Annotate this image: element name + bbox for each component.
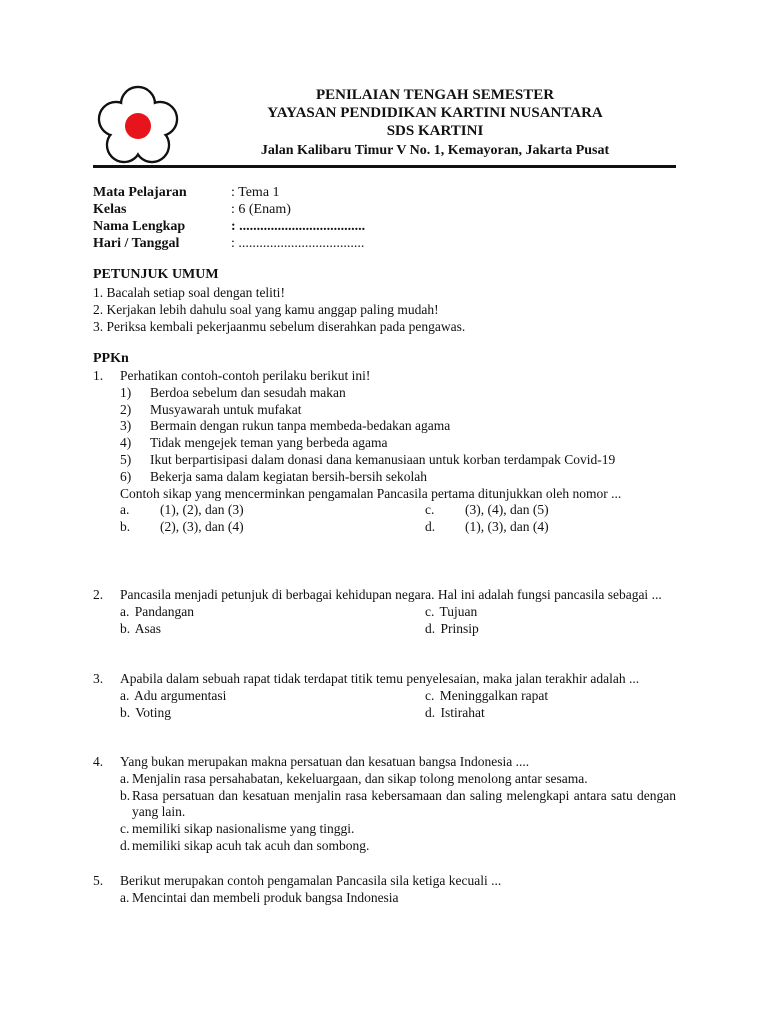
option-c[interactable]: c. Tujuan	[425, 603, 478, 619]
section-title: PPKn	[93, 351, 129, 366]
student-info	[93, 184, 365, 252]
question-text: Apabila dalam sebuah rapat tidak terdapat titik temu penyelesaian, maka jalan terakhir adalah ...	[120, 671, 640, 686]
question-1	[93, 368, 676, 536]
option-d[interactable]: d. memiliki sikap acuh tak acuh dan sombong.	[120, 837, 370, 853]
question-3	[93, 671, 676, 721]
instruction-item: 3. Periksa kembali pekerjaanmu sebelum diserahkan pada pengawas.	[93, 318, 466, 334]
info-value: : Tema 1	[231, 185, 280, 200]
option-c[interactable]: c. memiliki sikap nasionalisme yang tinggi.	[120, 821, 355, 837]
instructions-title: PETUNJUK UMUM	[93, 267, 219, 282]
question-number: 5.	[93, 873, 104, 888]
question-text: Yang bukan merupakan makna persatuan dan kesatuan bangsa Indonesia ....	[120, 754, 530, 769]
option-d[interactable]: d. Istirahat	[425, 704, 485, 720]
list-item: 2) Musyawarah untuk mufakat	[120, 401, 302, 417]
list-item: 6) Bekerja sama dalam kegiatan bersih-bersih sekolah	[120, 468, 428, 484]
question-number: 3.	[93, 671, 104, 686]
info-value: : 6 (Enam)	[231, 202, 291, 217]
answer-options	[120, 688, 676, 722]
option-a[interactable]: a. Adu argumentasi	[120, 687, 227, 703]
question-text: Berikut merupakan contoh pengamalan Pancasila sila ketiga kecuali ...	[120, 873, 502, 888]
question-number: 2.	[93, 587, 104, 602]
option-b[interactable]: b. Rasa persatuan dan kesatuan menjalin rasa kebersamaan dan saling melengkapi antara satu dengan yang lain.	[120, 787, 676, 820]
school-logo-icon	[92, 82, 184, 170]
date-field[interactable]: : ....................................	[231, 236, 365, 251]
question-number: 4.	[93, 754, 104, 769]
header-title: PENILAIAN TENGAH SEMESTER	[315, 87, 555, 103]
header-school: SDS KARTINI	[386, 123, 484, 139]
info-row-name[interactable]	[93, 218, 365, 235]
question-text: Perhatikan contoh-contoh perilaku berikut ini!	[120, 368, 371, 383]
option-a[interactable]: a. Menjalin rasa persahabatan, kekeluargaan, dan sikap tolong menolong antar sesama.	[120, 770, 588, 786]
answer-options	[120, 502, 676, 536]
header-foundation: YAYASAN PENDIDIKAN KARTINI NUSANTARA	[267, 105, 603, 121]
option-a[interactable]: a. (1), (2), dan (3)	[120, 502, 244, 518]
question-4	[93, 754, 676, 855]
option-c[interactable]: c. Meninggalkan rapat	[425, 687, 549, 703]
answer-options	[120, 890, 676, 907]
question-prompt: Contoh sikap yang mencerminkan pengamalan Pancasila pertama ditunjukkan oleh nomor ...	[120, 485, 622, 501]
info-label: Mata Pelajaran	[93, 185, 187, 200]
answer-options	[120, 604, 676, 638]
option-a[interactable]: a. Mencintai dan membeli produk bangsa Indonesia	[120, 889, 399, 905]
name-field[interactable]: : ....................................	[231, 219, 366, 234]
question-5	[93, 873, 676, 907]
list-item: 1) Berdoa sebelum dan sesudah makan	[120, 384, 346, 400]
exam-header	[200, 86, 670, 160]
info-label: Kelas	[93, 202, 127, 217]
option-d[interactable]: d. (1), (3), dan (4)	[425, 519, 549, 535]
instruction-item: 1. Bacalah setiap soal dengan teliti!	[93, 285, 285, 300]
info-row-subject	[93, 184, 365, 201]
question-number: 1.	[93, 368, 104, 383]
option-c[interactable]: c. (3), (4), dan (5)	[425, 502, 549, 518]
header-address: Jalan Kalibaru Timur V No. 1, Kemayoran, Jakarta Pusat	[260, 143, 610, 158]
question-text: Pancasila menjadi petunjuk di berbagai kehidupan negara. Hal ini adalah fungsi pancasila sebagai ...	[120, 587, 662, 602]
info-row-date[interactable]	[93, 235, 365, 252]
option-b[interactable]: b. (2), (3), dan (4)	[120, 519, 244, 535]
option-a[interactable]: a. Pandangan	[120, 603, 194, 619]
option-b[interactable]: b. Asas	[120, 620, 162, 636]
info-row-class	[93, 201, 365, 218]
instruction-item: 2. Kerjakan lebih dahulu soal yang kamu anggap paling mudah!	[93, 301, 439, 317]
info-label: Hari / Tanggal	[93, 236, 180, 251]
option-d[interactable]: d. Prinsip	[425, 620, 479, 636]
info-label: Nama Lengkap	[93, 219, 186, 234]
list-item: 4) Tidak mengejek teman yang berbeda agama	[120, 435, 388, 451]
instructions-list	[93, 285, 465, 335]
list-item: 5) Ikut berpartisipasi dalam donasi dana kemanusiaan untuk korban terdampak Covid-19	[120, 451, 616, 467]
list-item: 3) Bermain dengan rukun tanpa membeda-bedakan agama	[120, 418, 451, 434]
answer-options	[120, 771, 676, 855]
header-divider	[93, 165, 676, 168]
question-2	[93, 587, 676, 637]
option-b[interactable]: b. Voting	[120, 704, 172, 720]
